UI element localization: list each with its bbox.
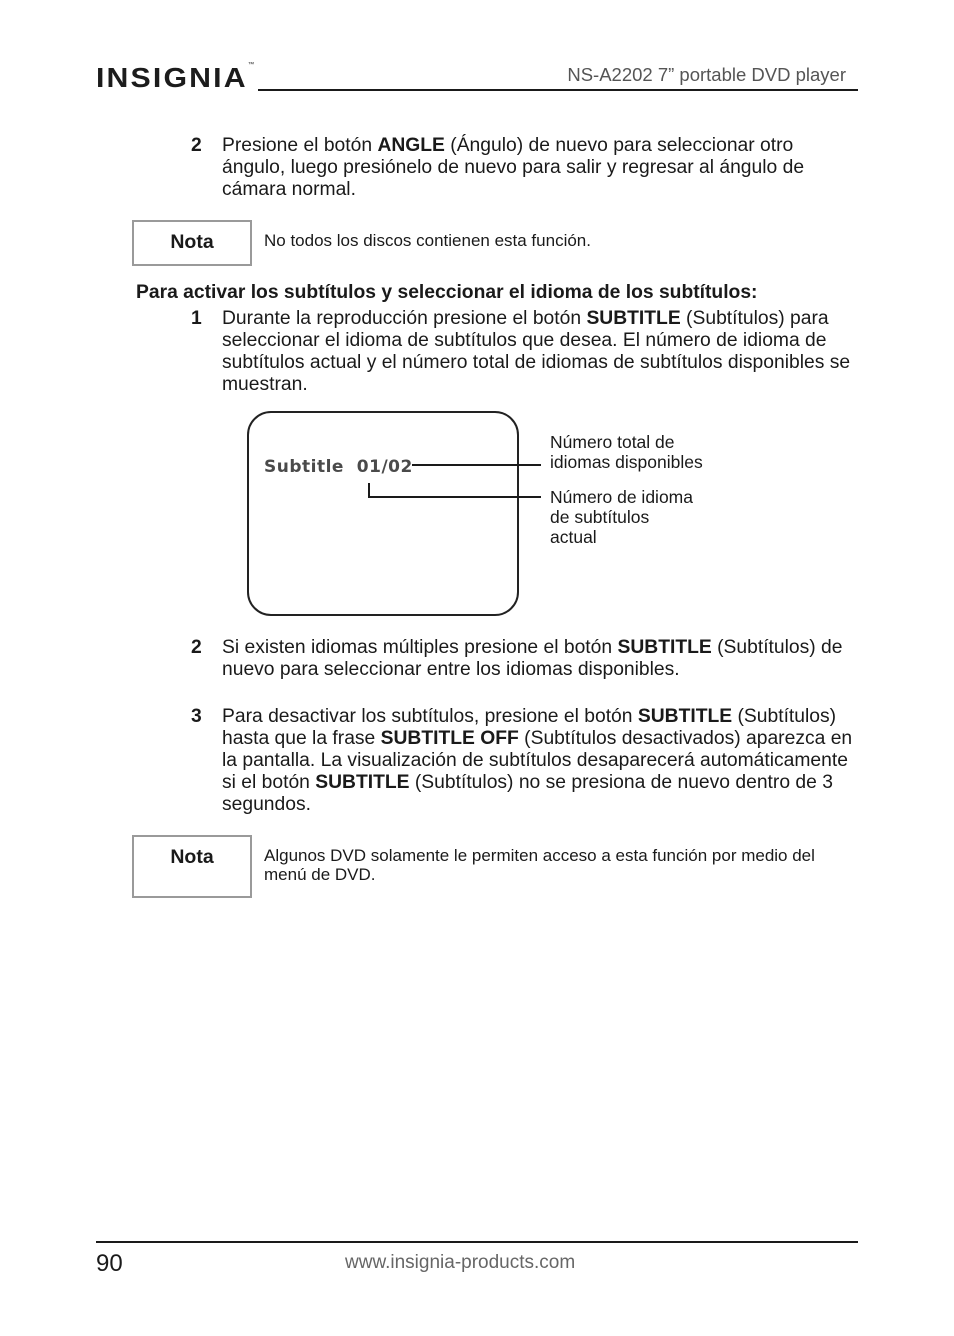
button-name: SUBTITLE: [315, 772, 410, 793]
footer-rule: [96, 1241, 858, 1243]
product-title: NS-A2202 7” portable DVD player: [567, 64, 846, 85]
step-text-part: Durante la reproducción presione el botón: [222, 308, 587, 329]
step-text-part: (Subtítulos desactivados) aparezca en la pantalla. La visualización de subtítulos desaparecerá automáticamente si el botón: [222, 728, 853, 793]
step-text-part: Para desactivar los subtítulos, presione el botón: [222, 706, 638, 727]
note-text: Algunos DVD solamente le permiten acceso a esta función por medio del menú de DVD.: [264, 846, 815, 884]
callout-line-text: idiomas disponibles: [550, 452, 703, 472]
callout-line-text: de subtítulos: [550, 507, 650, 527]
note-box: [132, 835, 252, 898]
button-name: ANGLE: [377, 135, 445, 156]
callout-current-language: [550, 487, 770, 547]
callout-line-text: actual: [550, 527, 597, 547]
step-text-part: Si existen idiomas múltiples presione el botón: [222, 637, 618, 658]
step-text: [222, 706, 856, 816]
note-label: Nota: [170, 231, 214, 253]
step-number: 1: [191, 308, 202, 329]
logo-text: INSIGNIA: [96, 62, 248, 93]
step-text-part: (Subtítulos) para seleccionar el idioma de subtítulos que desea. El número de idioma de subtítulos actual y el número total de idiomas de subtítulos disponibles se muestran.: [222, 308, 851, 395]
step-multiple-languages: [191, 637, 856, 707]
step-number: 2: [191, 135, 202, 156]
note-label: Nota: [170, 846, 214, 868]
note-text: No todos los discos contienen esta función.: [264, 231, 591, 250]
callout-line-text: Número de idioma: [550, 487, 693, 507]
step-disable-subtitles: [191, 706, 856, 821]
step-text-part: (Ángulo) de nuevo para seleccionar otro ángulo, luego presiónelo de nuevo para salir y regresar al ángulo de cámara normal.: [222, 135, 805, 200]
step-text: [222, 637, 856, 681]
step-text-part: (Subtítulos) hasta que la frase: [222, 706, 837, 749]
button-name: SUBTITLE: [637, 706, 733, 727]
section-heading: Para activar los subtítulos y seleccionar el idioma de los subtítulos:: [136, 282, 758, 303]
step-number: 2: [191, 637, 202, 658]
button-name: SUBTITLE: [586, 308, 681, 329]
footer-url: www.insignia-products.com: [345, 1252, 576, 1273]
osd-phrase: SUBTITLE OFF: [380, 728, 519, 749]
callout-line-current: [369, 483, 541, 497]
callout-total-languages: [550, 432, 770, 472]
step-number: 3: [191, 706, 202, 727]
callout-line-text: Número total de: [550, 432, 675, 452]
page-number: 90: [96, 1250, 123, 1277]
step-text-part: (Subtítulos) de nuevo para seleccionar entre los idiomas disponibles.: [222, 637, 843, 680]
step-text-part: (Subtítulos) no se presiona de nuevo dentro de 3 segundos.: [222, 772, 833, 815]
step-text-part: Presione el botón: [222, 135, 378, 156]
button-name: SUBTITLE: [617, 637, 712, 658]
osd-subtitle-readout: Subtitle 01/02: [264, 457, 413, 477]
logo-trademark: ™: [247, 62, 255, 68]
